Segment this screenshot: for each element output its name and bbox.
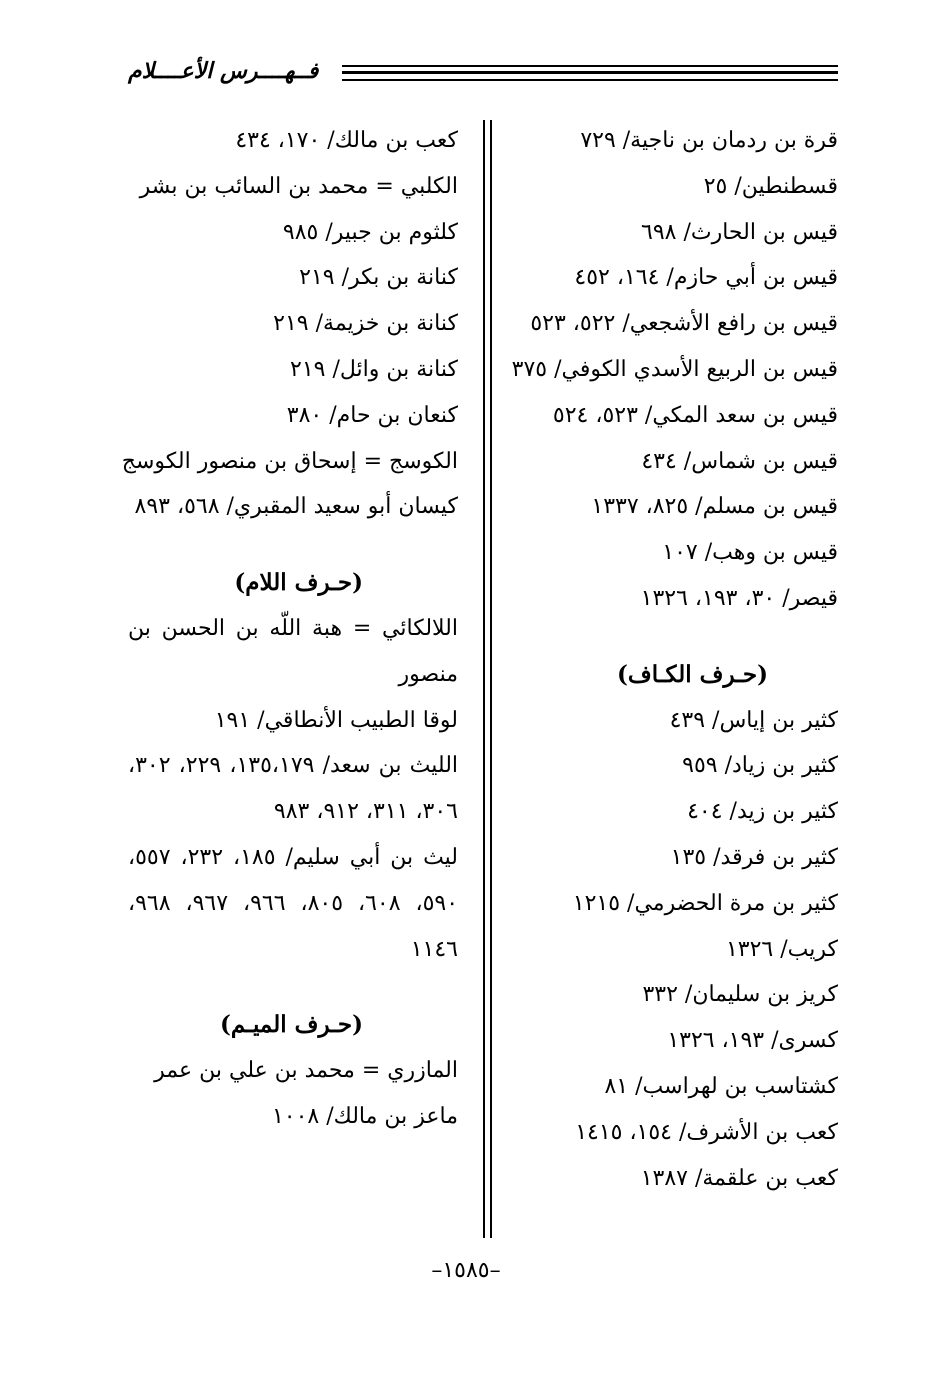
- section-gap: [496, 622, 838, 652]
- index-entry: كعب بن مالك/ ١٧٠، ٤٣٤: [235, 128, 458, 153]
- header-rule: [342, 65, 838, 67]
- section-heading-mim: (حـرف الميـم): [220, 1011, 363, 1039]
- index-entry: الكلبي = محمد بن السائب بن بشر: [139, 173, 458, 199]
- index-entry: كريب/ ١٣٢٦: [725, 936, 838, 962]
- index-entry: قيس بن وهب/ ١٠٧: [662, 540, 838, 566]
- index-entry: كنانة بن وائل/ ٢١٩: [290, 356, 458, 382]
- section-heading-kaf: (حـرف الكـاف): [617, 660, 768, 688]
- index-entry: كعب بن الأشرف/ ١٥٤، ١٤١٥: [575, 1119, 838, 1145]
- index-entry: كثير بن فرقد/ ١٣٥: [670, 844, 838, 870]
- index-entry: كعب بن علقمة/ ١٣٨٧: [640, 1165, 838, 1191]
- column-divider: [490, 120, 492, 1238]
- index-entry: قيس بن الربيع الأسدي الكوفي/ ٣٧٥: [511, 356, 838, 382]
- index-entry: المازري = محمد بن علي بن عمر: [154, 1058, 458, 1084]
- index-entry: قيس بن سعد المكي/ ٥٢٣، ٥٢٤: [552, 402, 838, 428]
- index-entry: كثير بن زياد/ ٩٥٩: [682, 753, 838, 779]
- index-entry: اللالكائي = هبة اللّه بن الحسن بن منصور: [128, 615, 458, 687]
- index-entry: قيس بن رافع الأشجعي/ ٥٢٢، ٥٢٣: [530, 311, 838, 337]
- index-entry: قرة بن ردمان بن ناجية/ ٧٢٩: [580, 128, 838, 153]
- index-entry: قيس بن الحارث/ ٦٩٨: [641, 219, 838, 245]
- page-number: –١٥٨٥–: [431, 1258, 501, 1283]
- header-title: فــهــــرس الأعــــلام: [128, 58, 319, 84]
- index-entry: الكوسج = إسحاق بن منصور الكوسج: [121, 448, 458, 474]
- left-column: [121, 118, 459, 1140]
- section-heading-lam: (حـرف اللام): [234, 569, 363, 597]
- index-entry: كشتاسب بن لهراسب/ ٨١: [604, 1073, 838, 1099]
- index-entry: قسطنطين/ ٢٥: [703, 173, 838, 199]
- index-entry: كثير بن زيد/ ٤٠٤: [687, 799, 838, 825]
- index-entry: قيصر/ ٣٠، ١٩٣، ١٣٢٦: [640, 585, 838, 611]
- section-gap: [128, 972, 458, 1002]
- index-entry: كيسان أبو سعيد المقبري/ ٥٦٨، ٨٩٣: [134, 494, 458, 520]
- running-header: [122, 52, 838, 92]
- header-rule: [342, 71, 838, 74]
- index-entry: كسرى/ ١٩٣، ١٣٢٦: [667, 1028, 838, 1054]
- index-entry: قيس بن شماس/ ٤٣٤: [641, 448, 838, 474]
- index-entry: كنانة بن خزيمة/ ٢١٩: [273, 311, 458, 337]
- index-entry: ماعز بن مالك/ ١٠٠٨: [271, 1103, 458, 1129]
- index-entry: كريز بن سليمان/ ٣٣٢: [642, 982, 838, 1008]
- index-entry: كثير بن مرة الحضرمي/ ١٢١٥: [572, 890, 838, 916]
- index-entry: ليث بن أبي سليم/ ١٨٥، ٢٣٢، ٥٥٧، ٥٩٠، ٦٠٨، ٨٠٥، ٩٦٦، ٩٦٧، ٩٦٨، ١١٤٦: [128, 844, 459, 962]
- column-divider: [483, 120, 485, 1238]
- index-entry: قيس بن أبي حازم/ ١٦٤، ٤٥٢: [574, 265, 838, 291]
- index-entry: قيس بن مسلم/ ٨٢٥، ١٣٣٧: [591, 494, 838, 520]
- index-entry: كثير بن إياس/ ٤٣٩: [669, 707, 838, 733]
- header-rule: [342, 79, 838, 81]
- index-entry: كلثوم بن جبير/ ٩٨٥: [282, 219, 458, 245]
- index-entry: لوقا الطبيب الأنطاقي/ ١٩١: [214, 707, 458, 733]
- index-entry: الليث بن سعد/ ١٣٥،١٧٩، ٢٢٩، ٣٠٢، ٣٠٦، ٣١١، ٩١٢، ٩٨٣: [128, 753, 459, 825]
- index-entry: كنانة بن بكر/ ٢١٩: [299, 265, 458, 291]
- right-column: [496, 118, 838, 1201]
- index-entry: كنعان بن حام/ ٣٨٠: [286, 402, 458, 428]
- section-gap: [128, 530, 458, 560]
